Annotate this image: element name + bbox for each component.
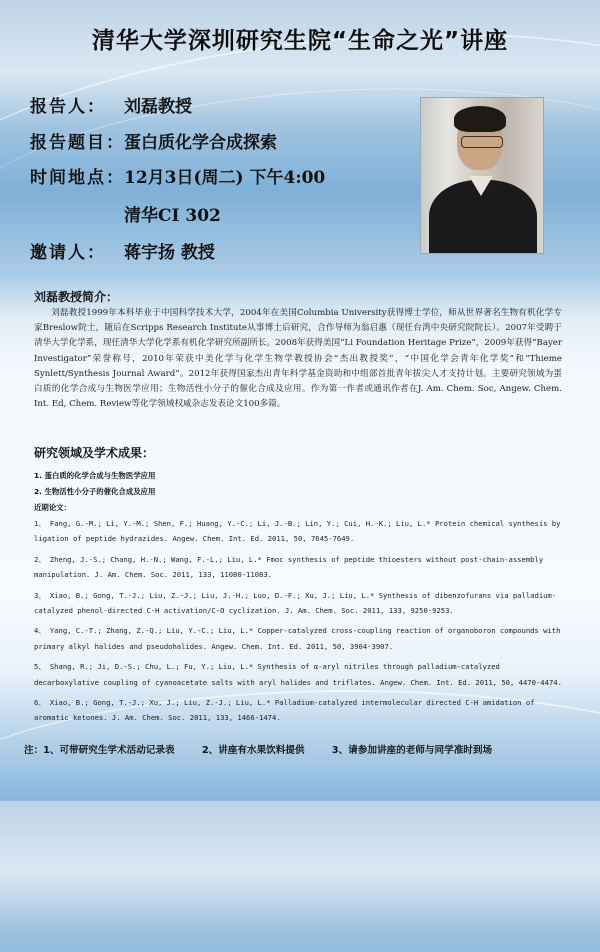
photo-glasses (461, 136, 503, 148)
publication-item: 6、 Xiao, B.; Gong, T.-J.; Xu, J.; Liu, Z.-J.; Liu, L.* Palladium-catalyzed intermolecular directed C-H amidation of aromatic ketones. J. Am. Chem. Soc. 2011, 133, 1466-1474. (34, 698, 535, 723)
topic-label: 报告题目： (30, 133, 125, 153)
host-value: 蒋宇扬 教授 (124, 243, 215, 263)
publication-item: 2、 Zheng, J.-S.; Chang, H.-N.; Wang, F.-L.; Liu, L.* Fmoc synthesis of peptide thioesters without post-chain-assembly manipulation. J. Am. Chem. Soc. 2011, 133, 11080-11083. (34, 554, 544, 580)
time-value: 12月3日(周二) 下午4:00 (124, 168, 326, 188)
topic-row (30, 128, 277, 153)
research-areas (34, 468, 155, 500)
research-area-item: 2. 生物活性小分子的催化合成及应用 (34, 487, 156, 496)
research-area-item: 1. 蛋白质的化学合成与生物医学应用 (34, 471, 156, 480)
location-value: 清华CI 302 (124, 206, 221, 226)
speaker-value: 刘磊教授 (124, 97, 192, 117)
publication-item: 5、 Shang, R.; Ji, D.-S.; Chu, L.; Fu, Y.; Liu, L.* Synthesis of α-aryl nitriles through palladium-catalyzed decarboxylative coupling of cyanoacetate salts with aryl halides and triflates. Angew. Chem. Int. Ed. 2011, 50, 4470-4474. (34, 662, 562, 687)
host-row (30, 238, 215, 263)
publications-title: 近期论文： (34, 503, 71, 512)
time-row (30, 163, 325, 188)
photo-hair (454, 106, 506, 132)
publication-item: 3、 Xiao, B.; Gong, T.-J.; Liu, Z.-J.; Liu, J.-H.; Luo, D.-F.; Xu, J.; Liu, L.* Synthesis of dibenzofurans via palladium-catalyzed phenol-directed C-H activation/C-O cyclization. J. Am. Chem. Soc. 2011, 133, 9250-9253. (34, 590, 557, 616)
topic-value: 蛋白质化学合成探索 (124, 133, 277, 153)
footer-notes (24, 742, 516, 756)
publication-item: 4、 Yang, C.-T.; Zhang, Z.-Q.; Liu, Y.-C.; Liu, L.* Copper-catalyzed cross-coupling reaction of organoboron compounds with primary alkyl halides and pseudohalides. Angew. Chem. Int. Ed. 2011, 50, 3904-3907. (34, 626, 561, 651)
host-label: 邀请人： (30, 243, 106, 263)
poster-title: 清华大学深圳研究生院“生命之光”讲座 (91, 28, 509, 54)
footer-note-2: 2、讲座有水果饮料提供 (201, 745, 305, 756)
bio-title: 刘磊教授简介： (34, 290, 119, 304)
speaker-label: 报告人： (30, 97, 106, 117)
research-title: 研究领域及学术成果： (34, 446, 155, 460)
speaker-photo (420, 97, 544, 254)
speaker-row (30, 92, 192, 117)
publication-list (34, 516, 566, 731)
time-label: 时间地点： (30, 168, 125, 188)
publication-item: 1、 Fang, G.-M.; Li, Y.-M.; Shen, F.; Huang, Y.-C.; Li, J.-B.; Lin, Y.; Cui, H.-K.; Liu, L.* Protein chemical synthesis by ligation of peptide hydrazides. Angew. Chem. Int. Ed. 2011, 50, 7645-7649. (34, 519, 561, 544)
footer-note-3: 3、请参加讲座的老师与同学准时到场 (331, 745, 493, 756)
location-row (124, 201, 221, 226)
footer-note-1: 注：1、可带研究生学术活动记录表 (24, 745, 175, 756)
bio-text: 刘磊教授1999年本科毕业于中国科学技术大学，2004年在美国Columbia University获得博士学位，师从世界著名生物有机化学专家Breslow院士，随后在Scripps Research Institute从事博士后研究，合作导师为翁启惠（现任台湾中央研究院院长）。2007年受聘于清华大学化学系，现任清华大学化学系有机化学研究所副所长。2008年获得美国“Li Foundation Heritage Prize”，2009年获得“Bayer Investigator”荣誉称号，2010年荣获中美化学与化学生物学教授协会“杰出教授奖”，“中国化学会青年化学奖”和“Thieme Synlett/Synthesis Journal Award”。2012年获得国家杰出青年科学基金资助和中组部首批青年拔尖人才支持计划。主要研究领域为蛋白质的化学合成与生物医学应用；生物活性小分子的催化合成及应用。作为第一作者或通讯作者在J. Am. Chem. Soc, Angew. Chem. Int. Ed, Chem. Review等化学领域权威杂志发表论文100多篇。 (34, 308, 562, 410)
